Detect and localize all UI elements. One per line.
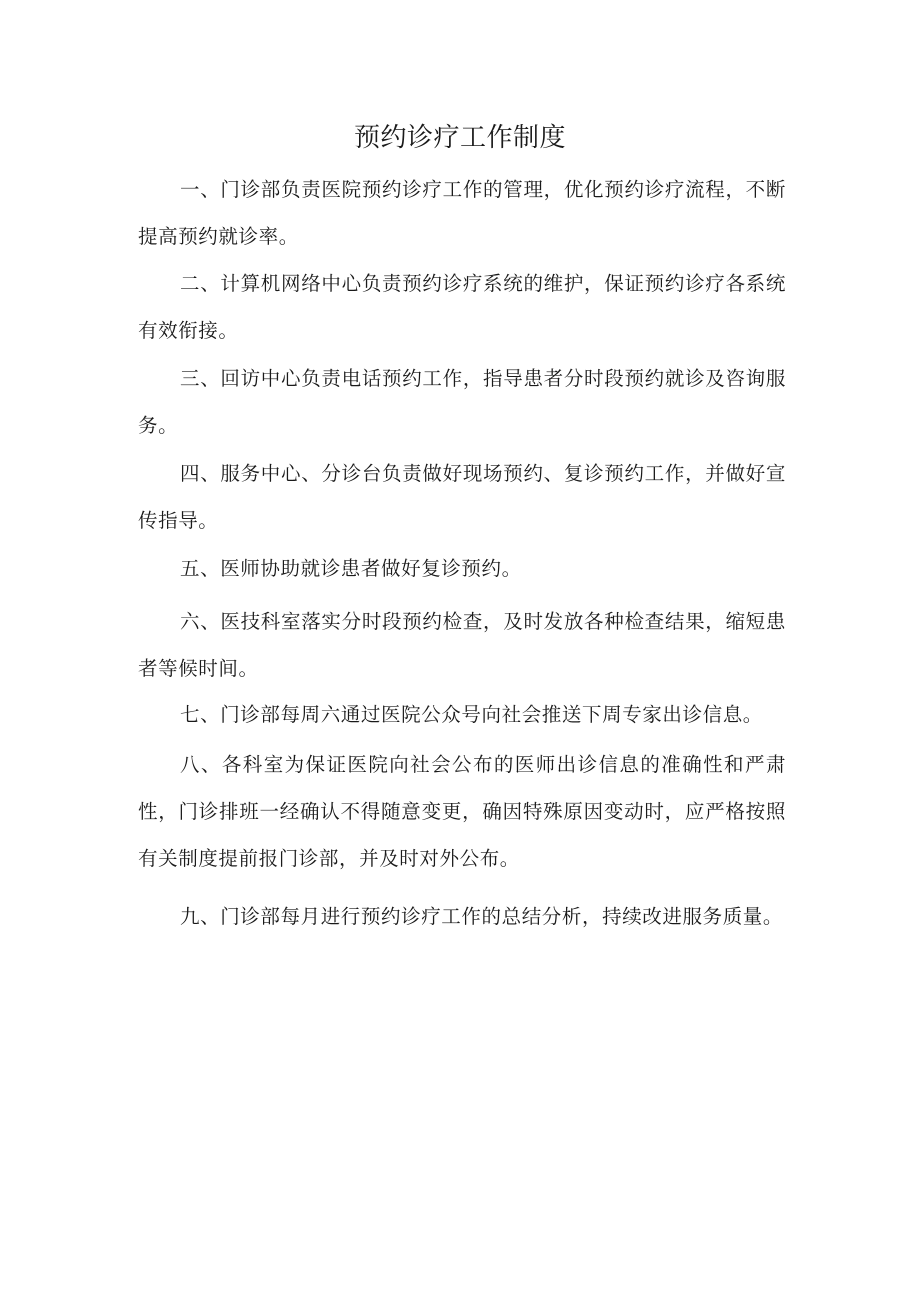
- article-6: 六、医技科室落实分时段预约检查，及时发放各种检查结果，缩短患者等候时间。: [138, 610, 786, 680]
- article-7: 七、门诊部每周六通过医院公众号向社会推送下周专家出诊信息。: [180, 703, 763, 726]
- article-8: 八、各科室为保证医院向社会公布的医师出诊信息的准确性和严肃性，门诊排班一经确认不得随意变更，确因特殊原因变动时，应严格按照有关制度提前报门诊部，并及时对外公布。: [138, 753, 786, 870]
- document-title: 预约诊疗工作制度: [353, 123, 566, 153]
- article-9: 九、门诊部每月进行预约诊疗工作的总结分析，持续改进服务质量。: [180, 905, 784, 928]
- article-3: 三、回访中心负责电话预约工作，指导患者分时段预约就诊及咨询服务。: [138, 367, 786, 437]
- article-4: 四、服务中心、分诊台负责做好现场预约、复诊预约工作，并做好宣传指导。: [138, 462, 786, 532]
- article-1: 一、门诊部负责医院预约诊疗工作的管理，优化预约诊疗流程，不断提高预约就诊率。: [138, 178, 786, 248]
- article-5: 五、医师协助就诊患者做好复诊预约。: [180, 557, 522, 580]
- article-2: 二、计算机网络中心负责预约诊疗系统的维护，保证预约诊疗各系统有效衔接。: [138, 272, 786, 342]
